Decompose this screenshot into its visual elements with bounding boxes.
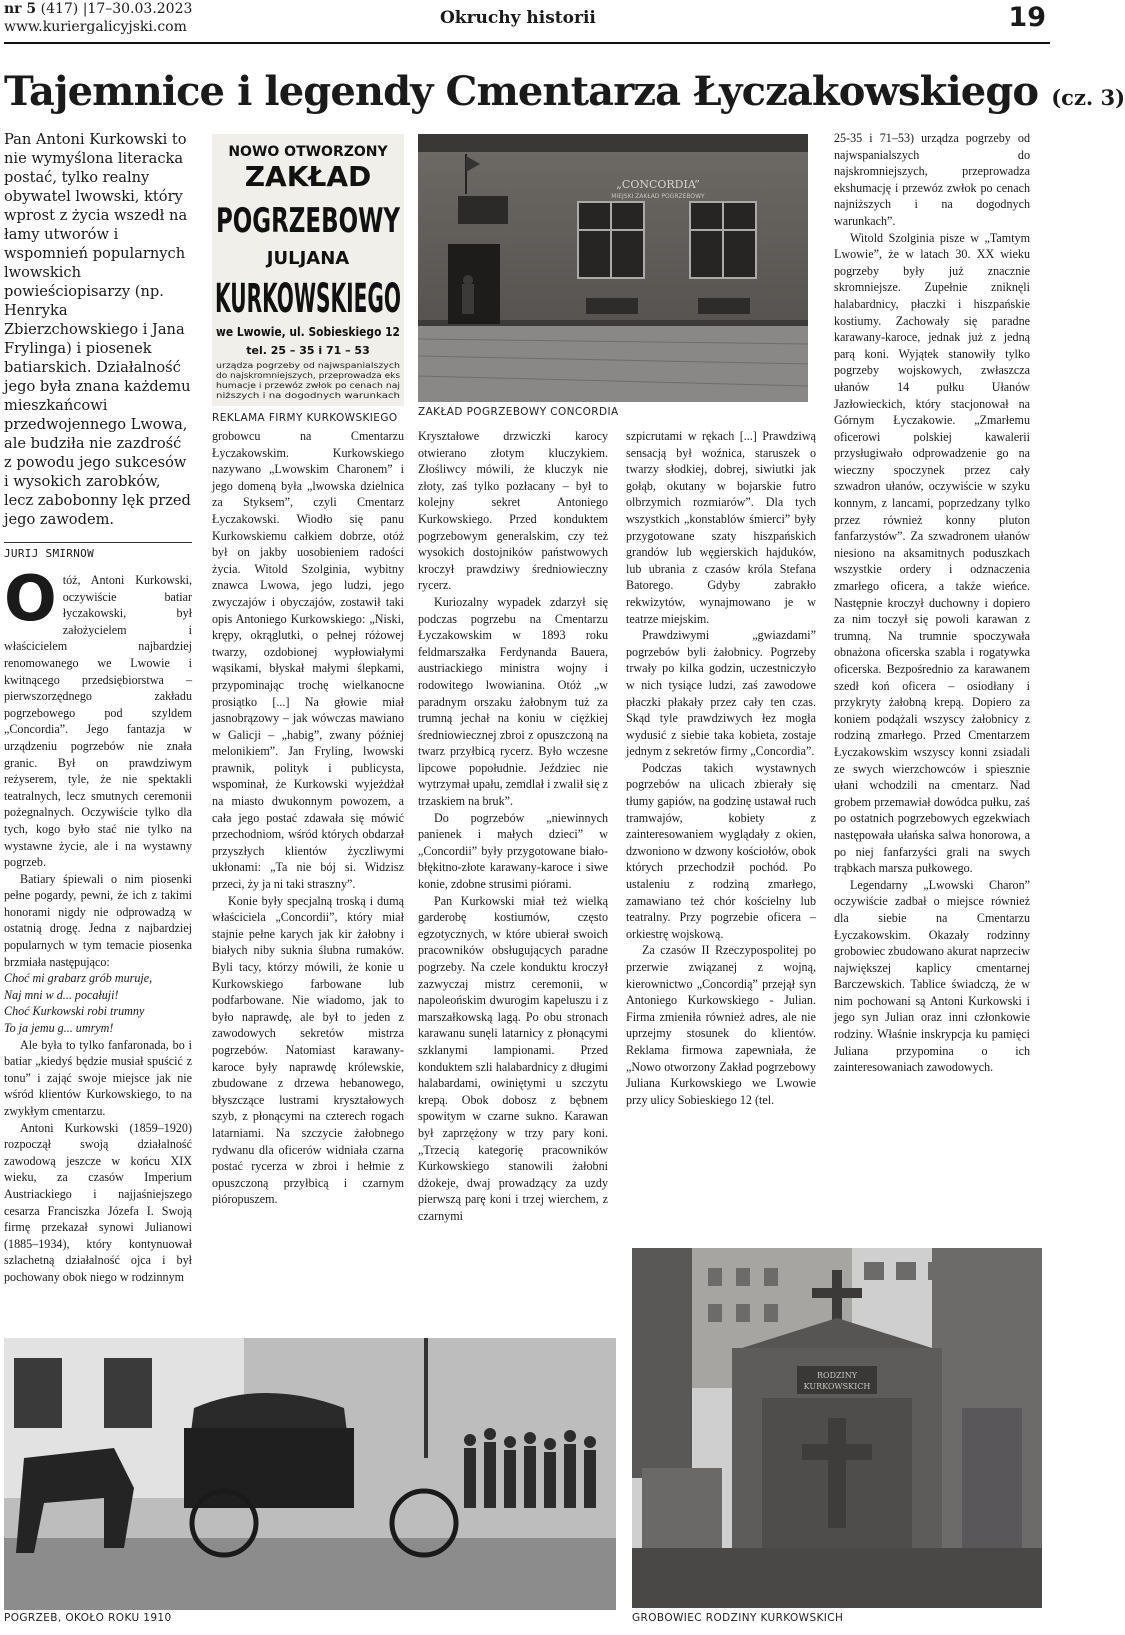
building-photo (418, 134, 808, 402)
paragraph: Witold Szolginia pisze w „Tamtym Lwowie”, że w latach 30. XX wieku pogrzeby były już znacznie skromniejsze. Zupełnie zniknęli halabardnicy, płaczki i hiszpańskie kostiumy. Zachowały się paradne karawany-karoce, jednak już z jedną parą koni. Wyjątek stanowiły tylko pogrzeby wojskowych, zwłaszcza ułanów 14 pułku Ułanów Jazłowieckich, który stacjonował na Górnym Łyczakowie. „Zmarłemu oficerowi polskiej kawalerii przysługiwało odprowadzenie go na wieczny spoczynek przez cały szwadron ułanów, oczywiście w szyku konnym, z lancami, poprzedzany tylko przez również konny pluton fanfarzystów”. Za szwadronem ułanów niesiono na aksamitnych poduszkach wszystkie ordery i odznaczenia zmarłego oficera, a także wieńce. Następnie kroczył duchowny i dopiero za nim toczył się powoli karawan z trumną. Na trumnie spoczywała obnażona oficerska szabla i rogatywka oficerska. Bezpośrednio za karawanem szedł koń oficera – osiodłany i przykryty żałobną krepą. Dopiero za koniem podążali wszyscy żałobnicy z rodziną zmarłego. Przed Cmentarzem Łyczakowskim wszyscy konni zsiadali ze swych wierzchowców i spiesznie ułani wchodzili na cmentarz. Nad grobem przemawiał dowódca pułku, zaś po ostatnich pogrzebowych egzekwiach następowała ułańska salwa honorowa, a po niej fanfarzyści grali na swych trąbkach marsza pułkowego. (834, 230, 1030, 876)
ad-line-7: tel. 25 – 35 i 71 – 53 (246, 344, 370, 357)
funeral-photo (4, 1338, 616, 1610)
song-verse: Choć mi grabarz grób muruje, (4, 971, 153, 986)
ad-line-1: NOWO OTWORZONY (228, 144, 388, 160)
website-link[interactable]: www.kuriergalicyjski.com (4, 19, 187, 35)
song-verse: To ja jemu g... umrym! (4, 1021, 114, 1036)
ad-line-4: JULJANA (266, 248, 350, 269)
paragraph: Batiary śpiewali o nim piosenki pełne pogardy, pewni, że ich z takimi honorami nigdy nie odprowadzą w ostatnią drogę. Jedna z najbardziej popularnych w tym temacie piosenka brzmiała następująco: (4, 871, 192, 969)
building-sign-line-1: „CONCORDIA” (616, 178, 700, 191)
article-title-text: Tajemnice i legendy Cmentarza Łyczakowskiego (4, 68, 1039, 115)
building-sign-line-2: MIEJSKI ZAKŁAD POGRZEBOWY (611, 193, 705, 200)
page-number: 19 (1008, 2, 1046, 33)
ad-line-3: POGRZEBOWY (216, 201, 401, 241)
song-verse: Choć Kurkowski robi trumny (4, 1004, 145, 1019)
paragraph: Ale była to tylko fanfaronada, bo i batiar „kiedyś będzie musiał spuścić z tonu” i zająć swoje miejsce jak nie wśród klientów Kurkowskiego, to na zwykłym cmentarzu. (4, 1037, 192, 1118)
paragraph: Pan Kurkowski miał też wielką garderobę kostiumów, często egzotycznych, w które ubierał swoich pracowników obsługujących paradne pogrzeby. Na czele konduktu kroczył zazwyczaj mistrz ceremonii, w napoleońskim dwurogim kapeluszu i z marszałkowską lagą. Po obu stronach karawanu sunęli latarnicy z płonącymi szklanymi lampionami. Przed konduktem szli halabardnicy z długimi halabardami, owiniętymi u szczytu krepą. Obok dobosz z bębnem spowitym w czarne sukno. Karawan był zaprzężony w trzy pary koni. „Trzecią kategorię pracowników Kurkowskiego stanowili żałobni dżokeje, dwaj prowadzący za uzdy pierwszą parę koni i trzej wierchem, z czarnymi (418, 893, 608, 1223)
article-column-1 (4, 562, 192, 1342)
paragraph: Do pogrzebów „niewinnych panienek i małych dzieci” w „Concordii” były przygotowane biało-błękitno-złote karawany-karoce i siwe konie, zdobne strusimi piórami. (418, 810, 608, 892)
article-title (4, 68, 1125, 122)
issue-number: nr 5 (4, 1, 37, 17)
paragraph-text: tóż, Antoni Kurkowski, oczywiście batiar łyczakowski, był założycielem i właścicielem najbardziej renomowanego we Lwowie i kwitnącego przedsiębiorstwa – pierwszorzędnego zakładu pogrzebowego pod szyldem „Concordia”. Jego fantazja w urządzeniu pogrzebów nie znała granic. Był on prawdziwym reżyserem, tyle, że nie spektakli teatralnych, lecz smutnych ceremonii pożegnalnych. Oczywiście tylko dla tych, kogo było stać nie tylko na wystawne życie, ale i na wystawny pogrzeb. (4, 573, 192, 870)
tomb-photo (632, 1248, 1042, 1608)
issue-info (4, 0, 192, 36)
section-title: Okruchy historii (440, 8, 596, 28)
paragraph (4, 562, 192, 871)
paragraph: Za czasów II Rzeczypospolitej po przerwie związanej z wojną, kierownictwo „Concordią” przejął syn Antoniego Kurkowskiego - Julian. Firma zmieniła również adres, ale nie uprzejmy stosunek do klientów. Reklama firmowa zapewniała, że „Nowo otworzony Zakład pogrzebowy Juliana Kurkowskiego we Lwowie przy ulicy Sobieskiego 12 (tel. (626, 943, 816, 1107)
paragraph: Antoni Kurkowski (1859–1920) rozpoczął swoją działalność zawodową jeszcze w końcu XIX wieku, za czasów Imperium Austriackiego i najjaśniejszego cesarza Franciszka Józefa I. Swoją firmę przekazał synowi Julianowi (1885–1934), który kontynuował szlachetną działalność ojca i był pochowany obok niego w rodzinnym (4, 1120, 192, 1284)
header-rule (4, 42, 1050, 44)
song-verse: Naj mni w d... pocałuji! (4, 987, 119, 1002)
article-lead: Pan Antoni Kurkowski to nie wymyślona literacka postać, tylko realny obywatel lwowski, który wprost z życia wszedł na łamy utworów i wspomnień popularnych lwowskich powieściopisarzy (np. Henryka Zbierzchowskiego i Jana Frylinga) i piosenek batiarskich. Działalność jego była znana każdemu mieszkańcowi przedwojennego Lwowa, ale budziła nie zazdrość z powodu jego sukcesów i wysokich zarobków, lecz zabobonny lęk przed jego zawodem. (4, 131, 191, 528)
article-column-4 (626, 428, 816, 1344)
paragraph: grobowcu na Cmentarzu Łyczakowskim. Kurkowskiego nazywano „Lwowskim Charonem” i jego domeną była „lwowska dzielnica za Styksem”, czyli Cmentarz Łyczakowski. Wiodło się panu Kurkowskiemu całkiem dobrze, otóż był on jakby uosobieniem radości życia. Witold Szolginia, wybitny znawca Lwowa, jego ludzi, jego zwyczajów i obyczajów, zostawił taki opis Antoniego Kurkowskiego: „Niski, krępy, okrąglutki, o pełnej różowej twarzy, ozdobionej wypłowiałymi wąsikami, błyskał małymi ślepkami, przypominając trochę wielkanocne prosiątko [...] Na głowie miał jasnobrązowy – jak wówczas mawiano w Galicji – „habig”, zwany później melonikiem”. Jan Fryling, lwowski prawnik, polityk i publicysta, wspominał, że Kurkowski wyjeżdżał na miasto dwukonnym powozem, a cała jego postać zdawała się mówić przechodniom, wśród których obdarzał przyszłych klientów życzliwymi ukłonami: „Ta nie bój si. Widzisz przeci, ży ja ni taki straszny”. (212, 429, 404, 892)
article-column-2 (212, 428, 404, 1344)
drop-cap: O (4, 562, 57, 635)
ad-line-8: urządza pogrzeby od najwspanialszych (216, 361, 400, 370)
paragraph: Konie były specjalną troską i dumą właściciela „Concordii”, który miał stajnie pełne karych jak kir żałobny i białych niby suknia ślubna rumaków. Byli tacy, którzy mówili, że konie u Kurkowskiego farbowane lub podfarbowane. Nie wiadomo, jak to było naprawdę, ale był to jeden z zawodowych sekretów mistrza pogrzebów. Natomiast karawany-karoce były naprawdę królewskie, zbudowane z drzewa hebanowego, błyszczące lustrami kryształowych szyb, z płonącymi na czterech rogach latarniami. Na szczycie żałobnego rydwanu dla oficerów widniała czarna postać rycerza w zbroi i hełmie z opuszczoną przyłbicą i czarnym pióropuszem. (212, 893, 404, 1207)
tomb-sign-line-1: RODZINY (817, 1371, 857, 1380)
ad-line-2: ZAKŁAD (244, 160, 372, 193)
funeral-caption: POGRZEB, OKOŁO ROKU 1910 (4, 1612, 172, 1624)
paragraph: Prawdziwymi „gwiazdami” pogrzebów byli żałobnicy. Pogrzeby trwały po kilka godzin, uczestniczyło w nich tysiące ludzi, zaś zawodowe płaczki płakały przez cały ten czas. Skąd tyle prawdziwych łez mogła wydusić z siebie taka kobieta, zostaje jednym z sekretów firmy „Concordia”. (626, 628, 816, 759)
tomb-caption: GROBOWIEC RODZINY KURKOWSKICH (632, 1612, 844, 1624)
paragraph: szpicrutami w rękach [...] Prawdziwą sensacją był woźnica, staruszek o twarzy słodkiej, dobrej, siwiutki jak gołąb, okutany w bojarskie futro olbrzymich rozmiarów”. Dla tych wszystkich „konstablów śmierci” były przygotowane szaty hiszpańskich grandów lub węgierskich hajduków, lub ubrania z czasów króla Stefana Batorego. Gdyby zabrakło rekwizytów, wynajmowano je w teatrze miejskim. (626, 429, 816, 626)
building-caption: ZAKŁAD POGRZEBOWY CONCORDIA (418, 406, 619, 418)
article-part: (cz. 3) (1051, 85, 1125, 110)
ad-line-10: humacje i przewóz zwłok po cenach naj (216, 381, 375, 390)
article-column-3 (418, 428, 608, 1344)
author-byline: JURIJ SMIRNOW (4, 542, 192, 560)
paragraph: Podczas takich wystawnych pogrzebów na ulicach zbierały się tłumy gapiów, na godzinę ustawał ruch tramwajów, kobiety z zainteresowaniem wyglądały z okien, dzwoniono w dzwony kościołów, obok których przechodził pochód. Po ustaleniu z rodziną zmarłego, zamawiano też chór kościelny lub teatralny. Przy pogrzebie oficera – orkiestrę wojskową. (626, 760, 816, 941)
article-column-5 (834, 130, 1030, 1240)
ad-caption: REKLAMA FIRMY KURKOWSKIEGO (212, 412, 398, 424)
tomb-sign-line-2: KURKOWSKICH (803, 1382, 871, 1391)
paragraph: Kryształowe drzwiczki karocy otwierano złotym kluczykiem. Złośliwcy mówili, że kluczyk nie złoty, zaś tylko pozłacany – był to kolejny sekret Antoniego Kurkowskiego. Przed konduktem pogrzebowym generalskim, czy też wysokich dostojników państwowych kroczył prawdziwy średniowieczny rycerz. (418, 429, 608, 593)
ad-line-11: niższych i na dogodnych warunkach (216, 391, 400, 400)
ad-line-5: KURKOWSKIEGO (215, 276, 401, 322)
paragraph: 25-35 i 71–53) urządza pogrzeby od najwspanialszych do najskromniejszych, przeprowadza ekshumację i przewóz zwłok po cenach najniższych i na dogodnych warunkach”. (834, 131, 1030, 228)
ad-image (212, 134, 404, 406)
issue-dates: (417) |17–30.03.2023 (36, 1, 193, 17)
paragraph: Legendarny „Lwowski Charon” oczywiście zadbał o miejsce również dla siebie na Cmentarzu Łyczakowskim. Okazały rodzinny grobowiec zbudowano akurat naprzeciw największej kaplicy cmentarnej Barczewskich. Tablice świadczą, że w nim pochowani są Antoni Kurkowski i jego syn Julian oraz inni członkowie rodziny. Właśnie inskrypcja ku pamięci Juliana przypomina o ich zainteresowaniach zawodowych. (834, 877, 1030, 1075)
paragraph: Kuriozalny wypadek zdarzył się podczas pogrzebu na Cmentarzu Łyczakowskim w 1893 roku feldmarszałka Ferdynanda Bauera, austriackiego ministra wojny i rodowitego lwowianina. Otóż „w paradnym orszaku żałobnym tuż za trumną jechał na koniu w ciężkiej średniowiecznej zbroi z opuszczoną na twarz przyłbicą rycerz. Było wczesne lipcowe popołudnie. Jeździec nie wytrzymał upału, zemdlał i zwalił się z trzaskiem na bruk”. (418, 594, 608, 809)
ad-line-6: we Lwowie, ul. Sobieskiego 12 (216, 325, 400, 339)
ad-line-9: do najskromniejszych, przeprowadza eks (216, 371, 400, 380)
